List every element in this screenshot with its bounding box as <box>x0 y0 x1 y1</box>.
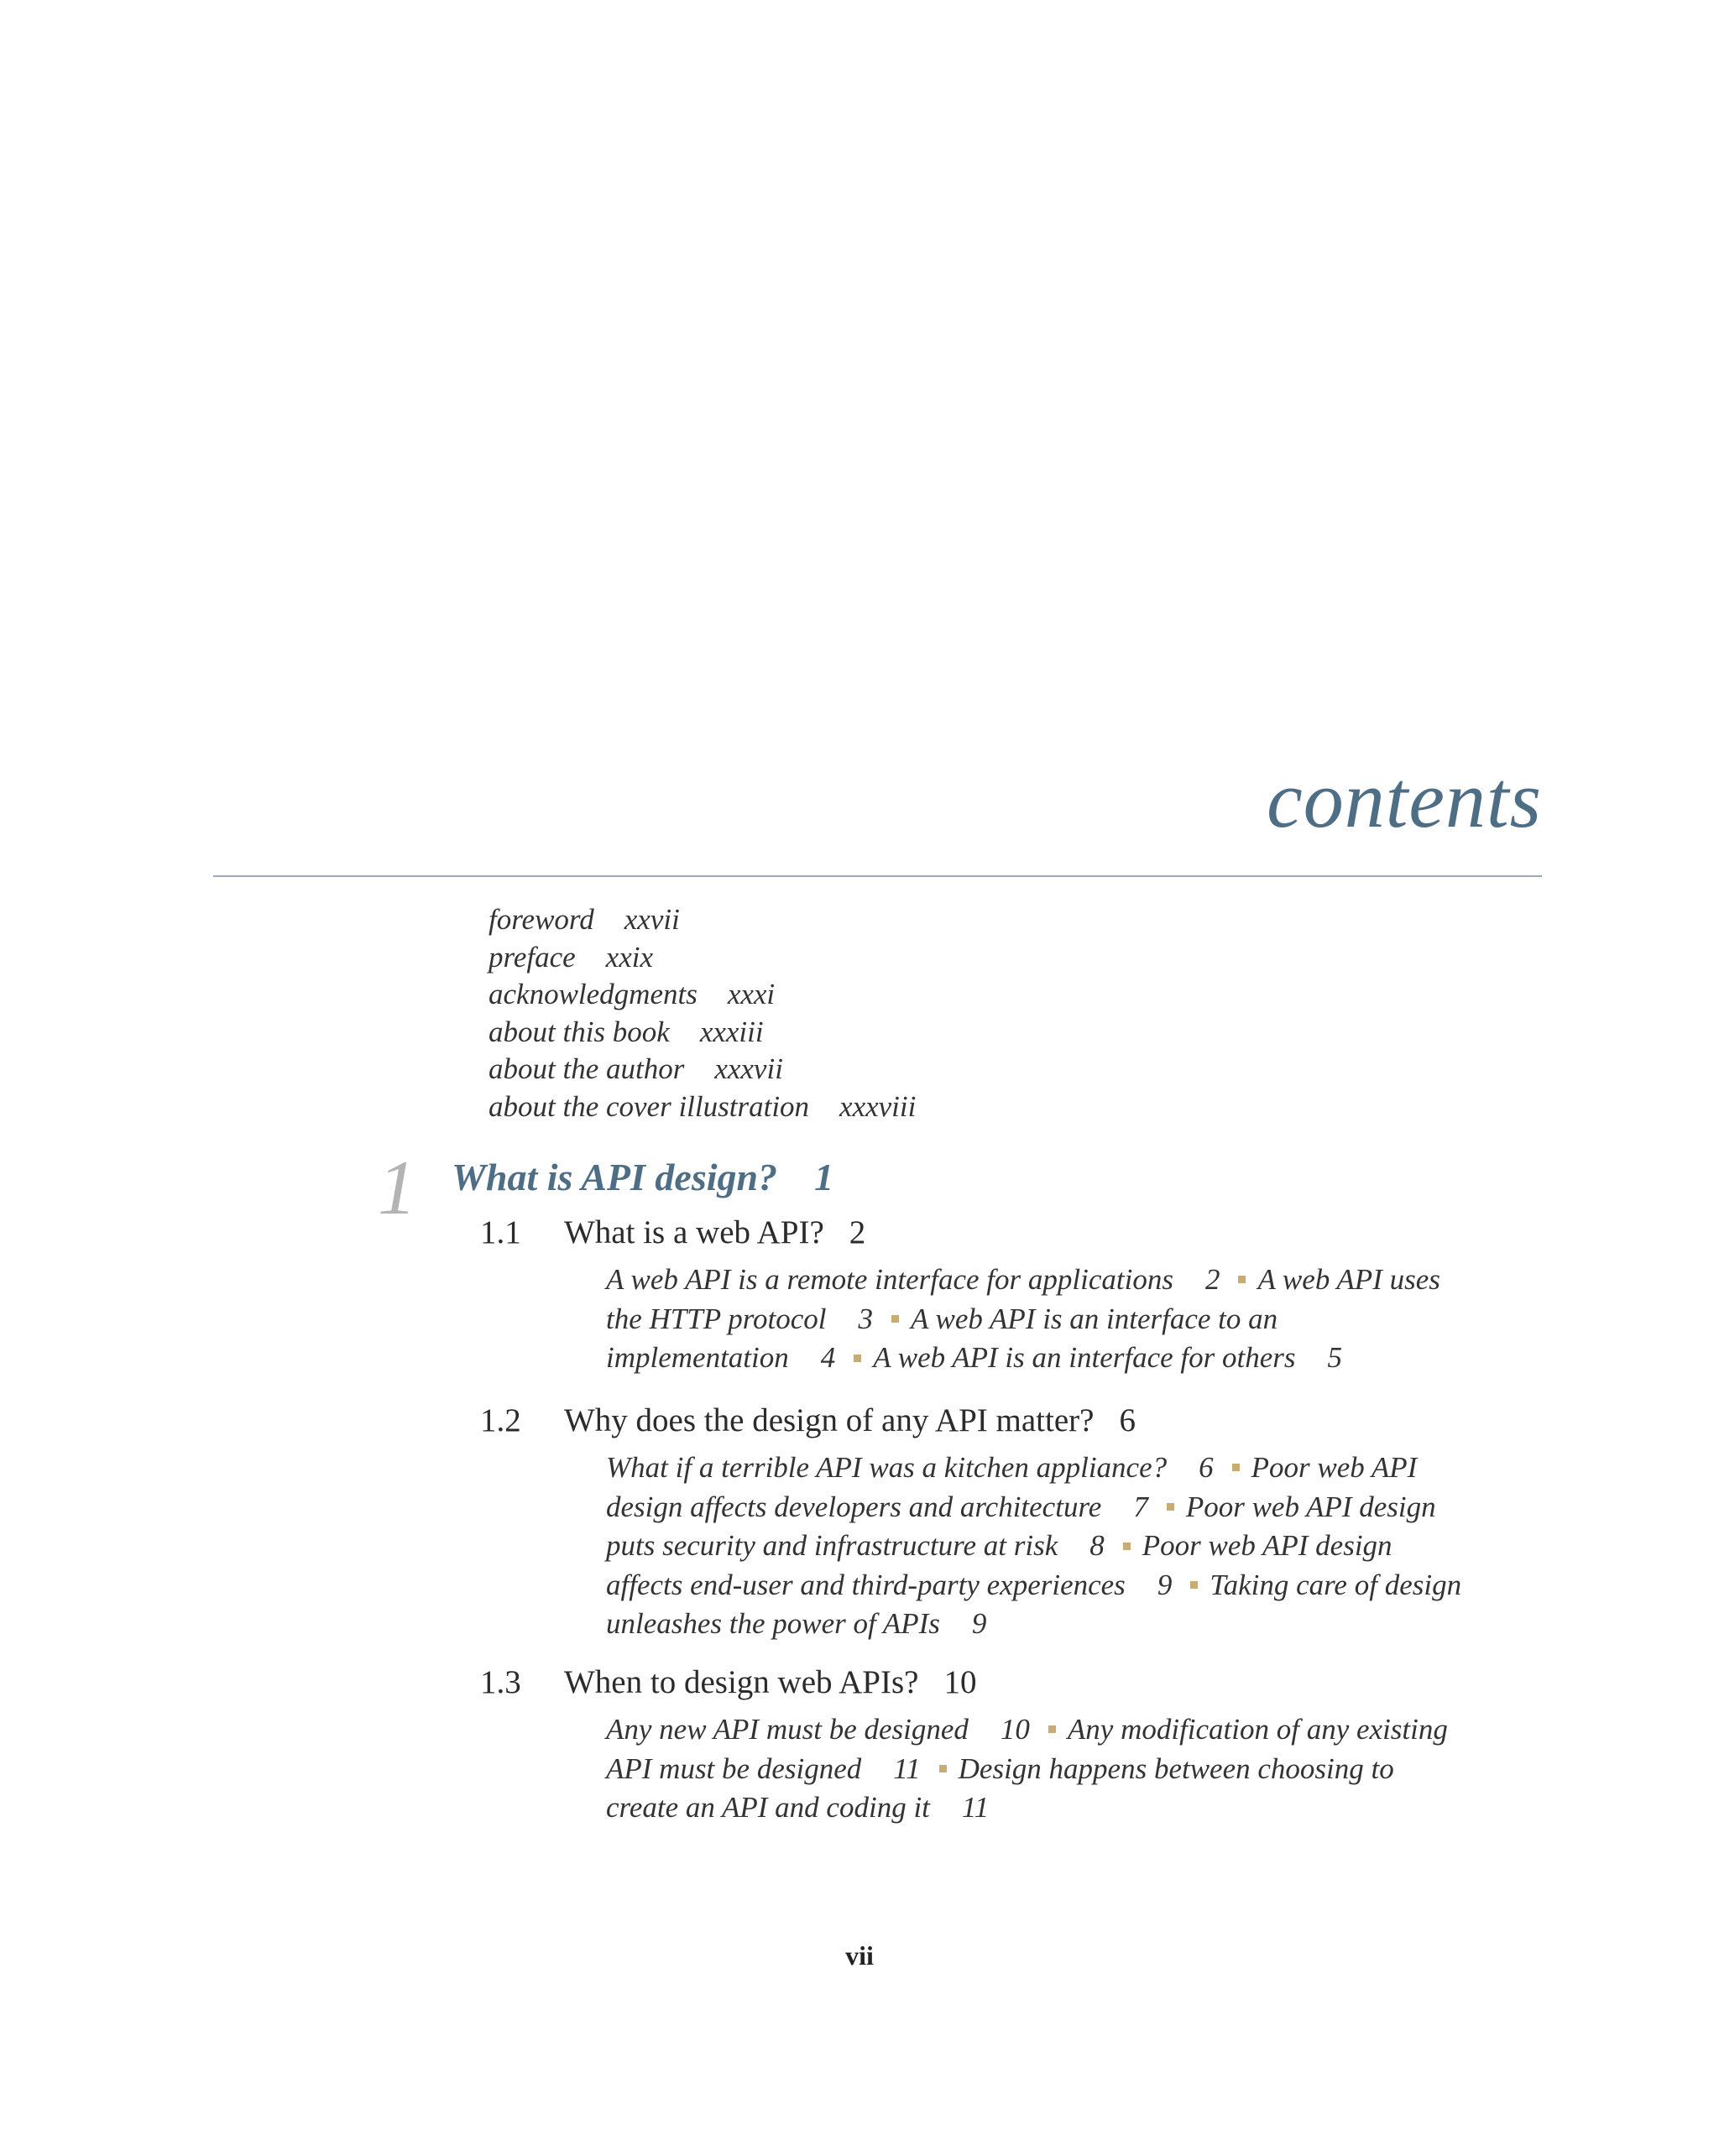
subsection-page: 11 <box>893 1751 921 1785</box>
chapter-title-link[interactable] <box>452 1156 833 1199</box>
bullet-separator <box>891 1315 899 1323</box>
toc-section <box>480 1214 1571 1378</box>
entry-label: about the cover illustration <box>489 1089 810 1123</box>
subsection-title: Any modification of any existing API must be designed <box>606 1713 1448 1785</box>
subsection-list <box>606 1261 1471 1378</box>
subsection-page: 7 <box>1133 1490 1148 1523</box>
subsection-page: 4 <box>820 1341 836 1375</box>
subsection-page: 9 <box>1157 1568 1173 1601</box>
front-matter-item[interactable] <box>489 1088 916 1126</box>
front-matter-list <box>489 901 916 1125</box>
subsection-link[interactable] <box>606 1263 1220 1296</box>
front-matter-item[interactable] <box>489 939 916 977</box>
subsection-page: 10 <box>1000 1713 1030 1746</box>
entry-page: xxvii <box>624 903 680 936</box>
subsection-link[interactable] <box>606 1713 1030 1746</box>
section-title: Why does the design of any API matter? <box>564 1402 1095 1438</box>
chapter-title: What is API design? <box>452 1156 778 1198</box>
subsection-title: Poor web API design affects developers and architecture <box>606 1451 1418 1523</box>
entry-label: preface <box>489 940 576 974</box>
entry-page: xxxi <box>727 978 776 1010</box>
subsection-page: 3 <box>858 1302 874 1335</box>
page-number: vii <box>845 1940 874 1971</box>
subsection-page: 8 <box>1089 1529 1105 1563</box>
subsection-page: 11 <box>961 1791 990 1825</box>
subsection-title: A web API is an interface for others <box>873 1341 1296 1375</box>
bullet-separator <box>854 1355 861 1362</box>
section-heading-link[interactable] <box>480 1402 1571 1440</box>
subsection-page: 5 <box>1327 1341 1342 1375</box>
section-number: 1.3 <box>480 1664 521 1700</box>
entry-label: foreword <box>489 903 594 936</box>
subsection-list <box>606 1449 1471 1644</box>
title-rule <box>213 875 1542 877</box>
bullet-separator <box>1167 1503 1174 1511</box>
section-title: When to design web APIs? <box>564 1664 919 1700</box>
page-title: contents <box>1267 754 1542 844</box>
bullet-separator <box>939 1765 947 1772</box>
entry-label: about the author <box>489 1052 685 1085</box>
subsection-link[interactable] <box>606 1451 1214 1484</box>
section-heading-link[interactable] <box>480 1663 1571 1702</box>
subsection-title: A web API is a remote interface for applications <box>606 1263 1173 1296</box>
front-matter-item[interactable] <box>489 1014 916 1052</box>
section-number: 1.2 <box>480 1402 521 1438</box>
entry-page: xxxviii <box>839 1089 917 1123</box>
subsection-title: What if a terrible API was a kitchen appliance? <box>606 1451 1168 1484</box>
front-matter-item[interactable] <box>489 976 916 1014</box>
front-matter-item[interactable] <box>489 1051 916 1088</box>
subsection-title: Taking care of design unleashes the power of APIs <box>606 1568 1462 1641</box>
toc-section <box>480 1402 1571 1644</box>
toc-section <box>480 1663 1571 1828</box>
section-number: 1.1 <box>480 1214 521 1250</box>
subsection-page: 9 <box>971 1607 987 1641</box>
bullet-separator <box>1238 1276 1246 1283</box>
subsection-title: A web API is an interface to an implementation <box>606 1302 1278 1375</box>
section-page: 2 <box>849 1214 866 1250</box>
subsection-title: Poor web API design affects end-user and third-party experiences <box>606 1529 1392 1601</box>
section-heading-link[interactable] <box>480 1214 1571 1252</box>
section-page: 10 <box>943 1664 977 1700</box>
subsection-page: 2 <box>1204 1263 1220 1296</box>
section-page: 6 <box>1119 1402 1136 1438</box>
bullet-separator <box>1048 1725 1056 1733</box>
entry-page: xxxiii <box>699 1015 764 1048</box>
bullet-separator <box>1123 1543 1131 1550</box>
subsection-title: Poor web API design puts security and infrastructure at risk <box>606 1490 1436 1563</box>
subsection-page: 6 <box>1199 1451 1214 1484</box>
subsection-link[interactable] <box>873 1341 1342 1374</box>
subsection-title: A web API uses the HTTP protocol <box>606 1263 1440 1335</box>
bullet-separator <box>1190 1581 1198 1589</box>
subsection-title: Any new API must be designed <box>606 1713 969 1746</box>
entry-page: xxix <box>605 940 653 974</box>
chapter-number: 1 <box>378 1145 416 1230</box>
front-matter-item[interactable] <box>489 901 916 939</box>
subsection-list <box>606 1710 1471 1828</box>
section-title: What is a web API? <box>564 1214 824 1250</box>
subsection-title: Design happens between choosing to create an API and coding it <box>606 1751 1394 1825</box>
bullet-separator <box>1232 1464 1240 1471</box>
entry-page: xxxvii <box>714 1052 783 1085</box>
entry-label: about this book <box>489 1015 670 1048</box>
entry-label: acknowledgments <box>489 978 698 1010</box>
chapter-page: 1 <box>814 1156 834 1198</box>
